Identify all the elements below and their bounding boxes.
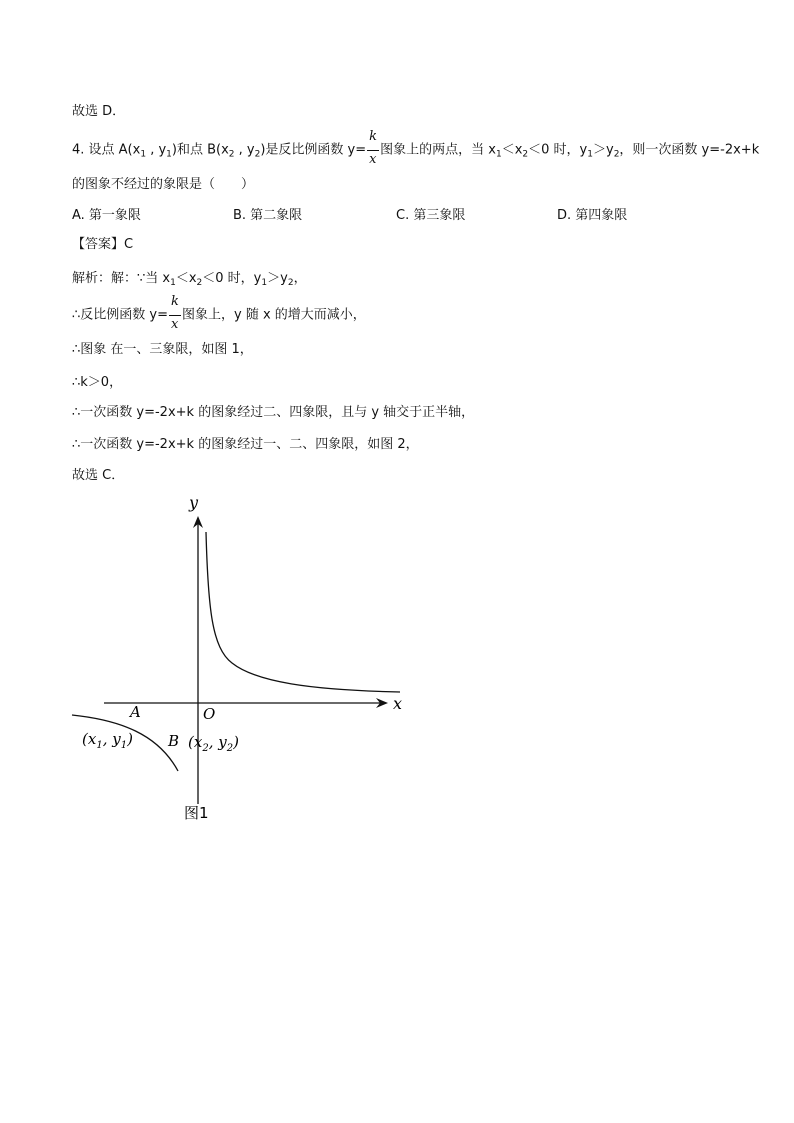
analysis-text: ∴一次函数 y=-2x+k 的图象经过一、二、四象限，如图 2， bbox=[72, 437, 419, 452]
hyperbola-branch-first-quadrant bbox=[206, 532, 400, 692]
question-4-line-1 bbox=[72, 129, 760, 167]
question-4-line-2 bbox=[72, 176, 254, 194]
q4-text: , y bbox=[146, 142, 167, 158]
q4-text: ，则一次函数 y=-2x+k bbox=[619, 142, 760, 158]
q4-sub: 1 bbox=[166, 149, 172, 160]
option-b: B. 第二象限 bbox=[233, 208, 303, 223]
analysis-text: 故选 C． bbox=[72, 468, 125, 483]
q4-sub: 2 bbox=[522, 149, 529, 160]
option-c: C. 第三象限 bbox=[396, 208, 466, 223]
analysis-line-6 bbox=[72, 436, 419, 454]
analysis-sub: 2 bbox=[196, 278, 203, 288]
analysis-text: ＞y bbox=[267, 271, 288, 286]
fraction-k-over-x bbox=[169, 294, 181, 332]
option-d: D. 第四象限 bbox=[557, 208, 628, 223]
fraction-numerator: k bbox=[369, 129, 378, 144]
answer-line bbox=[72, 236, 133, 254]
analysis-sub: 1 bbox=[170, 278, 176, 288]
analysis-line-1 bbox=[72, 270, 307, 292]
q4-text: )和点 B(x bbox=[171, 142, 229, 158]
figure-caption: 图1 bbox=[184, 804, 209, 822]
q4-sub: 2 bbox=[228, 149, 235, 160]
x-axis-label: x bbox=[393, 694, 403, 713]
q4-text: ＞y bbox=[592, 142, 614, 158]
analysis-text: ∴图象 在一、三象限，如图 1， bbox=[72, 342, 253, 357]
analysis-sub: 1 bbox=[261, 278, 268, 288]
origin-label: O bbox=[203, 705, 216, 723]
analysis-line-4 bbox=[72, 374, 122, 392]
analysis-text: ∴反比例函数 y= bbox=[72, 307, 168, 323]
fraction-numerator: k bbox=[171, 294, 179, 309]
analysis-text: 解析：解：∵当 x bbox=[72, 271, 171, 286]
fraction-denominator: x bbox=[171, 317, 179, 332]
analysis-line-7 bbox=[72, 467, 124, 485]
q4-sub: 1 bbox=[140, 149, 147, 160]
analysis-text: ， bbox=[293, 271, 307, 286]
q4-sub: 2 bbox=[254, 149, 261, 160]
q4-text: 4. 设点 A(x bbox=[72, 142, 141, 158]
analysis-text: ∴一次函数 y=-2x+k 的图象经过二、四象限，且与 y 轴交于正半轴， bbox=[72, 405, 475, 420]
analysis-text: ＜x bbox=[175, 271, 197, 286]
y-axis-label: y bbox=[189, 493, 199, 512]
point-a-coordinates: ($x_1$, $y_1$) bbox=[82, 730, 133, 751]
q4-sub: 1 bbox=[587, 149, 593, 160]
q4-sub: 2 bbox=[613, 149, 620, 160]
q4-text: ＜0 时，y bbox=[528, 142, 588, 158]
previous-answer-text: 故选 D． bbox=[72, 104, 126, 119]
analysis-text: ∴k＞0， bbox=[72, 375, 123, 390]
analysis-line-3 bbox=[72, 341, 253, 359]
point-b-coordinates: ($x_2$, $y_2$) bbox=[188, 733, 239, 754]
fraction-denominator: x bbox=[369, 152, 377, 167]
option-a: A. 第一象限 bbox=[72, 208, 141, 223]
analysis-line-5 bbox=[72, 404, 474, 422]
q4-text: ＜x bbox=[501, 142, 523, 158]
previous-answer-line bbox=[72, 103, 125, 121]
point-a-label: A bbox=[130, 703, 141, 721]
fraction-k-over-x bbox=[367, 129, 379, 167]
analysis-line-2 bbox=[72, 294, 366, 332]
analysis-text: 图象上，y 随 x 的增大而减小， bbox=[182, 307, 366, 323]
analysis-text: ＜0 时，y bbox=[202, 271, 262, 286]
point-b-label: B bbox=[168, 732, 180, 750]
q4-sub: 1 bbox=[495, 149, 502, 160]
analysis-sub: 2 bbox=[287, 278, 294, 288]
figure-1-graph bbox=[60, 488, 420, 828]
q4-text: , y bbox=[234, 142, 255, 158]
answer-text: 【答案】C bbox=[72, 237, 134, 252]
q4-text: 的图象不经过的象限是（ ） bbox=[72, 177, 255, 192]
q4-text: )是反比例函数 y= bbox=[260, 142, 367, 158]
q4-text: 图象上的两点，当 x bbox=[380, 142, 496, 158]
